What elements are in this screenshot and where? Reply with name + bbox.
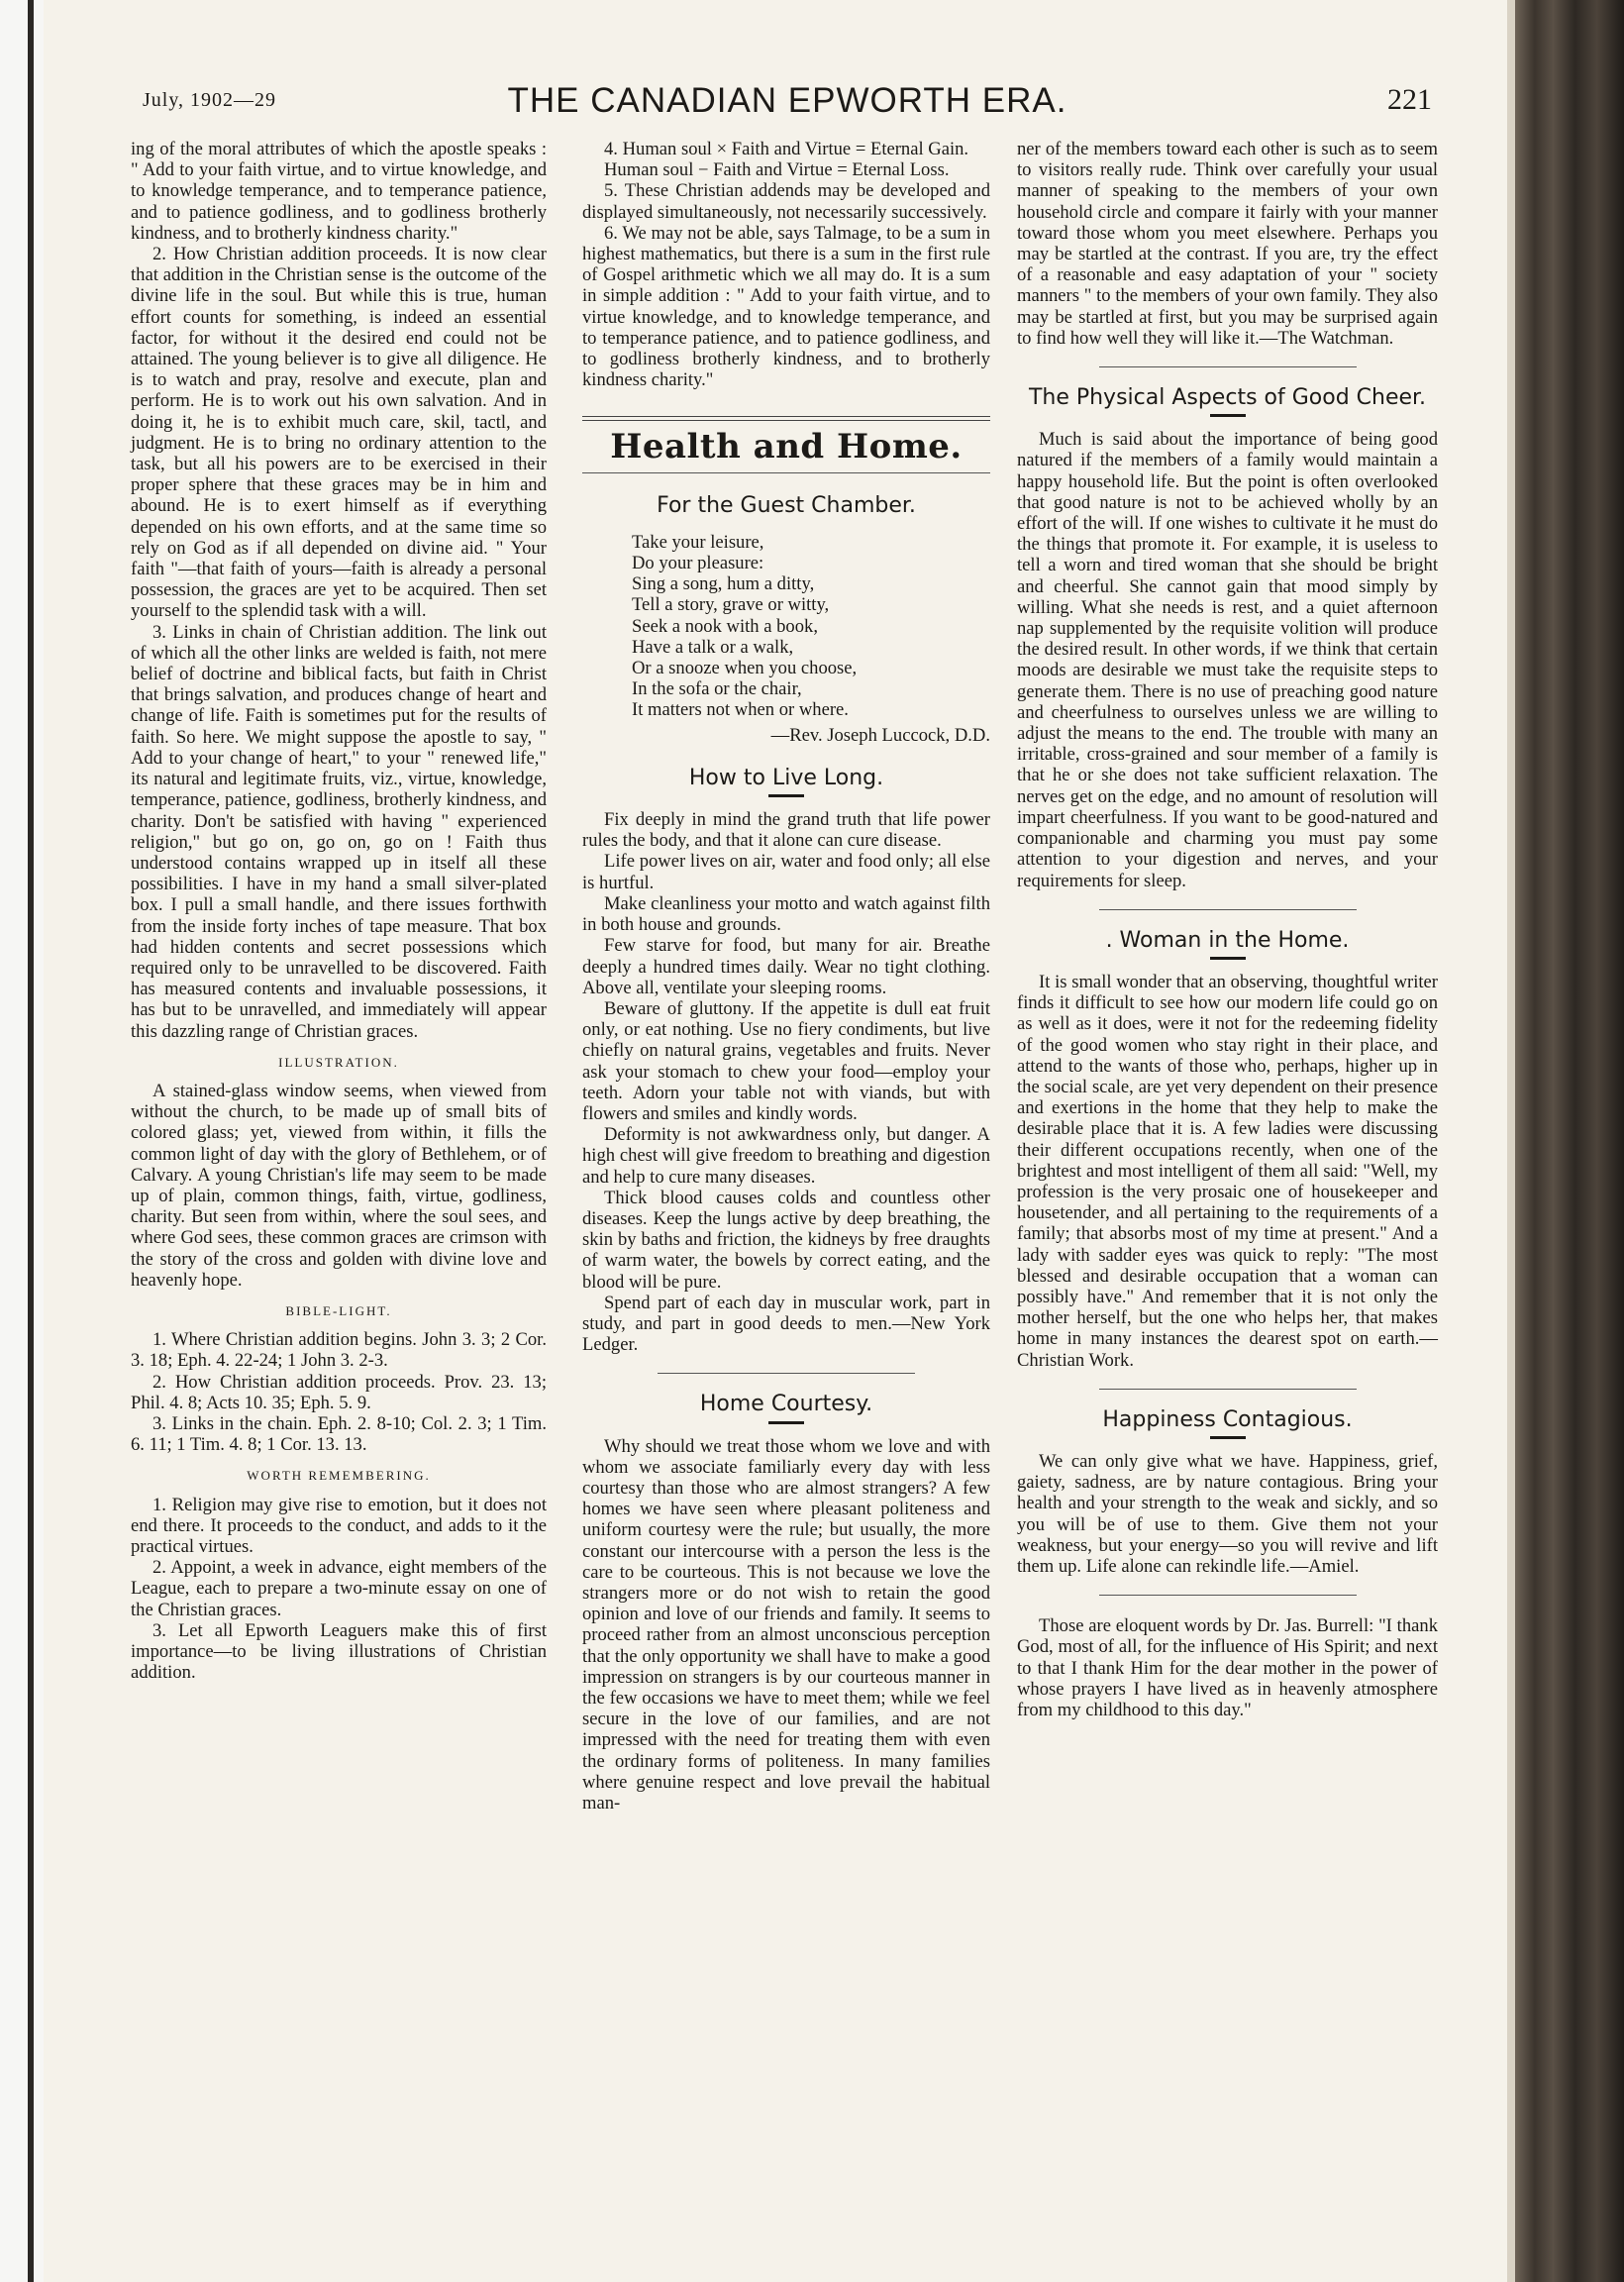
poem-attribution: —Rev. Joseph Luccock, D.D. (770, 724, 990, 746)
running-header (129, 81, 1446, 121)
subheading-bible-light: BIBLE-LIGHT. (285, 1302, 392, 1318)
list-item: 3. Let all Epworth Leaguers make this of first importance—to be living illustrations of Christian addition. (131, 1619, 547, 1684)
divider (1099, 1389, 1357, 1390)
section-title: Health and Home. (610, 427, 963, 467)
divider (1099, 909, 1357, 910)
article-title: Home Courtesy. (699, 1392, 873, 1417)
paragraph: Much is said about the importance of being good natured if the members of a family would maintain a happy household life. But the point is often overlooked that good nature is not to be achieved wholly by an effort of the will. If one wishes to cultivate it he must do the things that promote it. For example, it is useless to tell a worn and tired woman that she should be bright and cheerful. She cannot gain that mood simply by willing. What she needs is rest, and a quiet afternoon nap supplemented by the requisite volition will produce the desired result. In other words, if we think that certain moods are desirable we must take the requisite steps to generate them. There is no use of preaching good nature and cheerfulness to ourselves unless we are willing to adjust the means to the end. The trouble with many an irritable, cross-grained and sour member of a family is that he or she does not take sufficient relaxation. The nerves get on the edge, and no amount of resolution will impart cheerfulness. If you want to be good-natured and companionable and charming you must pay some attention to your digestion and nerves, and your requirements for sleep. (1017, 429, 1438, 891)
paragraph: Spend part of each day in muscular work, part in study, and part in good deeds to men.—New York Ledger. (582, 1292, 990, 1356)
poem-line: Tell a story, grave or witty, (632, 594, 830, 616)
article-title: The Physical Aspects of Good Cheer. (1028, 385, 1427, 411)
paragraph: Thick blood causes colds and countless other diseases. Keep the lungs active by deep breathing, the skin by baths and friction, the kidneys by free draughts of warm water, the bowels by correct eating, and the blood will be pure. (582, 1187, 990, 1293)
poem-line: Take your leisure, (632, 531, 764, 553)
paragraph: It is small wonder that an observing, thoughtful writer finds it difficult to see how our modern life could go on as well as it does, were it not for the redeeming fidelity of the good women who stay right in their place, and attend to the wants of those who, perhaps, higher up in the social scale, are yet very dependent on their presence and exertions in the home that they help to make the desirable place that it is. A few ladies were discussing their different occupations recently, when one of the brightest and most intelligent of them all said: "Well, my profession is the very prosaic one of housekeeper and housetender, and all pertaining to the requirements of a family; that absorbs most of my time at present." And a lady with sadder eyes was quick to reply: "The most blessed and desirable occupation that a woman can possibly have." And remember that it is not only the mother herself, but the one who helps her, that makes home in many instances the dearest spot on earth.—Christian Work. (1017, 971, 1438, 1371)
divider (582, 472, 990, 473)
paragraph: 3. Links in chain of Christian addition. The link out of which all the other links are welded is faith, not mere belief of doctrine and biblical facts, but faith in Christ that brings salvation, and produces change of heart and change of life. Faith is sometimes put for the results of faith. So here. We might suppose the apostle to say, " Add to your change of heart," to your " renewed life," its natural and legitimate fruits, viz., virtue, knowledge, temperance, patience, godliness, brotherly kindness, and charity. Don't be satisfied with having " experienced religion," but go on, go on, go on ! Faith thus understood contains wrapped up in itself all these possibilities. I have in my hand a small silver-plated box. I pull a small handle, and there issues forthwith from the inside forty inches of tape measure. That box had hidden contents and secret possessions which required only to be unravelled to be discovered. Faith has measured contents and invaluable possessions, it has but to be unravelled, and immediately will appear this dazzling range of Christian graces. (131, 621, 547, 1042)
divider (1099, 366, 1357, 367)
paragraph: 4. Human soul × Faith and Virtue = Eternal Gain. (604, 139, 969, 159)
page-number: 221 (1387, 83, 1432, 116)
facing-page-edge (28, 0, 34, 2282)
subheading-illustration: ILLUSTRATION. (278, 1054, 399, 1070)
paragraph: Deformity is not awkwardness only, but danger. A high chest will give freedom to breathing and digestion and help to cure many diseases. (582, 1124, 990, 1188)
left-page-margin (0, 0, 44, 2282)
poem-line: Have a talk or a walk, (632, 636, 794, 658)
poem-line: Do your pleasure: (632, 553, 764, 574)
article-title: For the Guest Chamber. (657, 492, 916, 518)
list-item: 2. How Christian addition proceeds. Prov. 23. 13; Phil. 4. 8; Acts 10. 35; Eph. 5. 9. (131, 1371, 547, 1413)
paragraph: Why should we treat those whom we love and with whom we associate familiarly every day with less courtesy than those who are almost strangers? A few homes we have seen where pleasant politeness and uniform courtesy were the rule; but usually, the more constant our intercourse with a person the less is the care to be courteous. This is not because we love the strangers more or do not wish to retain the good opinion and love of our friends and family. It seems to proceed rather from an almost unconscious perception that the only opportunity we shall have to make a good impression on strangers is by our courteous manner in the few occasions we have to meet them; while we feel secure in the love of our families, and are not impressed with the need for treating them with even the ordinary forms of politeness. In many families where genuine respect and love prevail the habitual man- (582, 1435, 990, 1815)
article-title: . Woman in the Home. (1105, 927, 1350, 953)
paragraph: Beware of gluttony. If the appetite is dull eat fruit only, or eat nothing. Use no fiery condiments, but live chiefly on natural grains, vegetables and fruits. Never ask your stomach to chew your food—employ your teeth. Adorn your table not with viands, but with flowers and smiles and kindly words. (582, 997, 990, 1124)
title-underline (768, 794, 804, 797)
paragraph: Human soul − Faith and Virtue = Eternal Loss. (604, 159, 950, 181)
paragraph: A stained-glass window seems, when viewed from without the church, to be made up of small bits of colored glass; yet, viewed from within, it fills the common light of day with the glory of Bethlehem, or of Calvary. A young Christian's life may seem to be made up of plain, common things, faith, virtue, godliness, charity. But seen from within, where the soul sees, and where God sees, these common graces are crimson with the story of the cross and golden with divine love and heavenly hope. (131, 1080, 547, 1291)
paragraph: Few starve for food, but many for air. Breathe deeply a hundred times daily. Wear no tight clothing. Above all, ventilate your sleeping rooms. (582, 935, 990, 998)
list-item: 1. Religion may give rise to emotion, but it does not end there. It proceeds to the conduct, and adds to it the practical virtues. (131, 1494, 547, 1557)
header-date: July, 1902—29 (143, 89, 277, 111)
poem-line: It matters not when or where. (632, 699, 849, 721)
title-underline (1210, 1436, 1246, 1439)
list-item: 3. Links in the chain. Eph. 2. 8-10; Col. 2. 3; 1 Tim. 6. 11; 1 Tim. 4. 8; 1 Cor. 13. 13. (131, 1412, 547, 1456)
divider (1099, 1595, 1357, 1596)
poem-line: Or a snooze when you choose, (632, 658, 858, 679)
title-underline (1210, 957, 1246, 960)
paragraph: Life power lives on air, water and food only; all else is hurtful. (582, 851, 990, 893)
paragraph: 5. These Christian addends may be developed and displayed simultaneously, not necessarily successively. (582, 180, 990, 223)
paragraph: 2. How Christian addition proceeds. It is now clear that addition in the Christian sense is the outcome of the divine life in the soul. But while this is true, human effort counts for something, is indeed an essential factor, for without it the desired end could not be attained. The young believer is to give all diligence. He is to watch and pray, resolve and execute, plan and perform. He is to work out his own salvation. And in doing it, he is to exhibit much care, skil, tactl, and judgment. He is to bring no ordinary attention to the task, but all his powers are to be exercised in their proper sphere that these graces may be in him and abound. He is to exert himself as if everything depended on his own efforts, and at the same time so rely on God as if all depended on divine aid. " Your faith "—that faith of yours—faith is already a personal possession, the graces are yet to be acquired. Then set yourself to the splendid task with a will. (131, 244, 547, 622)
paragraph: ing of the moral attributes of which the apostle speaks : " Add to your faith virtue, and to virtue knowledge, and to knowledge temperance, and to temperance patience, and to patience godliness, and to godliness brotherly kindness, and to brotherly kindness charity." (131, 139, 547, 244)
poem (632, 532, 990, 746)
section-divider (582, 416, 990, 421)
title-underline (1210, 414, 1246, 417)
list-item: 2. Appoint, a week in advance, eight members of the League, each to prepare a two-minute essay on one of the Christian graces. (131, 1557, 547, 1620)
article-title: How to Live Long. (688, 765, 884, 790)
poem-line: Sing a song, hum a ditty, (632, 573, 815, 595)
subheading-worth-remembering: WORTH REMEMBERING. (247, 1468, 431, 1484)
paragraph: Make cleanliness your motto and watch against filth in both house and grounds. (582, 892, 990, 936)
publication-title: THE CANADIAN EPWORTH ERA. (507, 81, 1067, 120)
paragraph: We can only give what we have. Happiness, grief, gaiety, sadness, are by nature contagious. Bring your health and your strength to the weak and sickly, and so you will be of use to them. Give them not your weakness, but your energy—so you will revive and lift them up. Life alone can rekindle life.—Amiel. (1017, 1450, 1438, 1577)
paragraph: ner of the members toward each other is such as to seem to visitors really rude. Think over carefully your usual manner of speaking to the members of your own household circle and compare it fairly with your manner toward those whom you meet elsewhere. Perhaps you may be startled at the contrast. If you are, try the effect of a reasonable and easy adaptation of your " society manners " to the members of your own family. They also may be startled at first, but you may be surprised again to find how well they will like it.—The Watchman. (1017, 139, 1438, 349)
column-middle (582, 139, 990, 1814)
paragraph: 6. We may not be able, says Talmage, to be a sum in highest mathematics, but there is a sum in the first rule of Gospel arithmetic which we all may do. It is a sum in simple addition : " Add to your faith virtue, and to virtue knowledge, and to knowledge temperance, and to temperance patience, and to patience godliness, and to godliness brotherly kindness, and to brotherly kindness charity." (582, 222, 990, 391)
poem-line: Seek a nook with a book, (632, 615, 818, 637)
column-right (1017, 139, 1438, 1720)
paragraph: Those are eloquent words by Dr. Jas. Burrell: "I thank God, most of all, for the influence of His Spirit; and next to that I thank Him for the dear mother in the power of whose prayers I have lived as in heavenly atmosphere from my childhood to this day." (1017, 1615, 1438, 1720)
paragraph: Fix deeply in mind the grand truth that life power rules the body, and that it alone can cure disease. (582, 809, 990, 852)
divider (658, 1373, 915, 1374)
article-title: Happiness Contagious. (1102, 1406, 1353, 1432)
poem-line: In the sofa or the chair, (632, 678, 802, 700)
book-binding (1515, 0, 1624, 2282)
column-left (131, 139, 547, 1683)
list-item: 1. Where Christian addition begins. John 3. 3; 2 Cor. 3. 18; Eph. 4. 22-24; 1 John 3. 2-3. (131, 1329, 547, 1372)
title-underline (768, 1421, 804, 1424)
